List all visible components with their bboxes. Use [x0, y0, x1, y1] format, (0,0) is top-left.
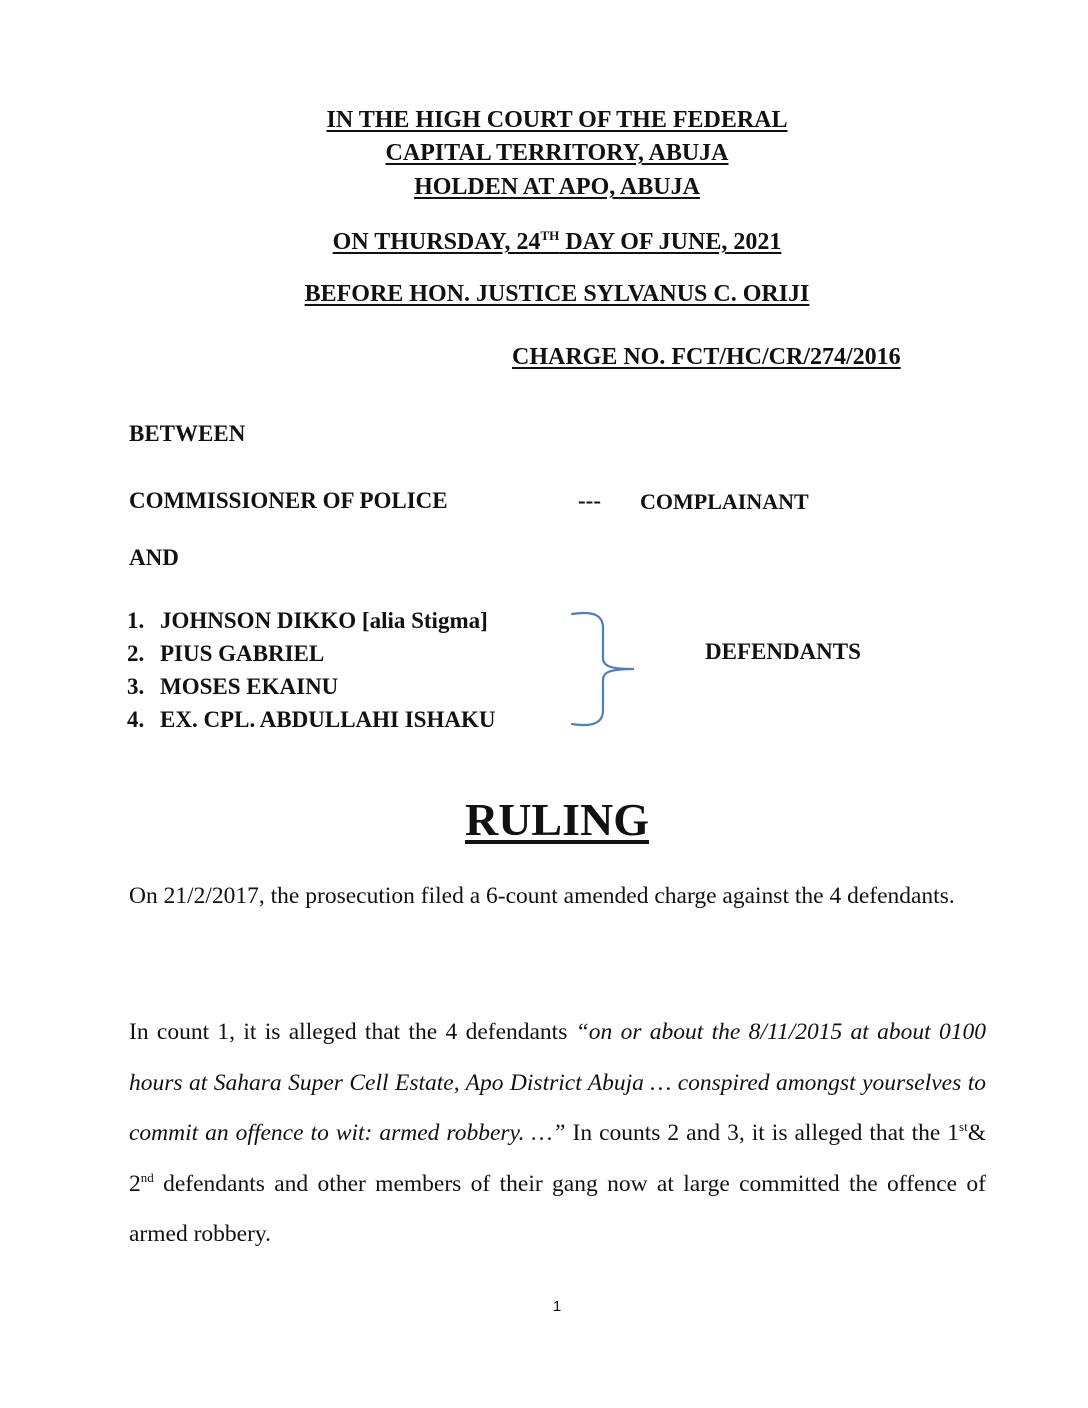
between-label: BETWEEN [129, 421, 246, 446]
hearing-date [0, 228, 1088, 256]
ruling-paragraph-1: On 21/2/2017, the prosecution filed a 6-count amended charge against the 4 defendants. [129, 883, 955, 909]
defendant-item [127, 604, 495, 637]
paragraph-2-text-a: In count 1, it is alleged that the 4 defendants [129, 1019, 576, 1045]
ordinal-st: st [959, 1119, 968, 1135]
defendant-item [127, 703, 495, 736]
paragraph-2-text-b: In counts 2 and 3, it is alleged that the 1 [565, 1120, 960, 1146]
defendant-name: JOHNSON DIKKO [alia Stigma] [160, 608, 488, 633]
defendant-name: PIUS GABRIEL [160, 641, 325, 666]
judge-line: BEFORE HON. JUSTICE SYLVANUS C. ORIJI [304, 281, 810, 307]
court-title-line-1: IN THE HIGH COURT OF THE FEDERAL [326, 107, 788, 133]
defendant-name: EX. CPL. ABDULLAHI ISHAKU [160, 707, 496, 732]
defendant-item [127, 637, 495, 670]
complainant-role: COMPLAINANT [640, 489, 809, 514]
hearing-date-prefix: ON THURSDAY, 24 [332, 229, 541, 255]
curly-brace-path [572, 613, 634, 725]
defendant-name: MOSES EKAINU [160, 674, 339, 699]
court-title-line-2: CAPITAL TERRITORY, ABUJA [385, 140, 729, 166]
defendants-list [127, 604, 495, 736]
court-title-line-3: HOLDEN AT APO, ABUJA [414, 174, 700, 200]
charge-number: CHARGE NO. FCT/HC/CR/274/2016 [512, 344, 901, 370]
defendant-number: 2. [127, 641, 145, 666]
ordinal-nd: nd [140, 1169, 154, 1185]
paragraph-2-text-c: & 2 [129, 1120, 986, 1197]
curly-brace-icon [566, 608, 642, 732]
hearing-date-ordinal: TH [540, 228, 560, 243]
paragraph-2-text-d: defendants and other members of their gang now at large committed the offence of armed robbery. [129, 1170, 986, 1247]
defendants-role: DEFENDANTS [705, 639, 861, 664]
ruling-paragraph-2 [129, 1007, 986, 1260]
and-label: AND [129, 545, 179, 570]
defendant-number: 1. [127, 608, 145, 633]
page-number: 1 [552, 1298, 562, 1315]
party-separator: --- [578, 488, 601, 513]
hearing-date-suffix: DAY OF JUNE, 2021 [559, 229, 782, 255]
defendant-number: 4. [127, 707, 145, 732]
defendant-number: 3. [127, 674, 145, 699]
ruling-title: RULING [464, 794, 650, 845]
count-1-quote: “on or about the 8/11/2015 at about 0100 hours at Sahara Super Cell Estate, Apo District Abuja … conspired amongst yourselves to commit an offence to wit: armed robbery. …” [129, 1019, 987, 1146]
defendant-item [127, 670, 495, 703]
complainant-name: COMMISSIONER OF POLICE [129, 488, 448, 513]
